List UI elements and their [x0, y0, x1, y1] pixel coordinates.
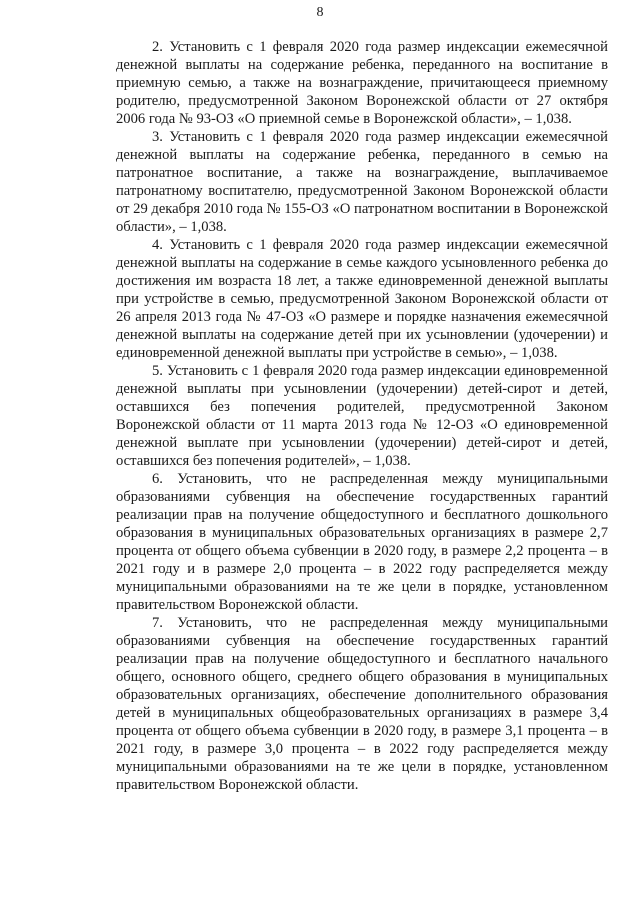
paragraph-6: 6. Установить, что не распределенная между муниципальными образованиями субвенция на обеспечение государственных гарантий реализации прав на получение общедоступного и бесплатного дошкольного образования в муниципальных образовательных организациях в размере 2,7 процента от общего объема субвенции в 2020 году, в размере 2,2 процента – в 2021 году и в размере 2,0 процента – в 2022 году распределяется между муниципальными образованиями на те же цели в порядке, установленном правительством Воронежской области.: [116, 471, 608, 613]
paragraph-7: 7. Установить, что не распределенная между муниципальными образованиями субвенция на обеспечение государственных гарантий реализации прав на получение общедоступного и бесплатного начального общего, основного общего, среднего общего образования в муниципальных образовательных организациях, обеспечение дополнительного образования детей в муниципальных общеобразовательных организациях в размере 3,4 процента от общего объема субвенции в 2020 году, в размере 3,1 процента – в 2021 году, в размере 3,0 процента – в 2022 году распределяется между муниципальными образованиями на те же цели в порядке, установленном правительством Воронежской области.: [116, 615, 608, 793]
paragraph-5: 5. Установить с 1 февраля 2020 года размер индексации единовременной денежной выплаты при усыновлении (удочерении) детей-сирот и детей, оставшихся без попечения родителей, предусмотренной Законом Воронежской области от 11 марта 2013 года № 12-ОЗ «О единовременной денежной выплате при усыновлении (удочерении) детей-сирот и детей, оставшихся без попечения родителей», – 1,038.: [116, 363, 608, 469]
paragraph-2: 2. Установить с 1 февраля 2020 года размер индексации ежемесячной денежной выплаты на содержание ребенка, переданного на воспитание в приемную семью, а также на вознаграждение, причитающееся приемному родителю, предусмотренной Законом Воронежской области от 27 октября 2006 года № 93-ОЗ «О приемной семье в Воронежской области», – 1,038.: [116, 39, 608, 127]
document-body: [116, 38, 608, 794]
paragraph-4: 4. Установить с 1 февраля 2020 года размер индексации ежемесячной денежной выплаты на содержание в семье каждого усыновленного ребенка до достижения им возраста 18 лет, а также единовременной денежной выплаты при устройстве в семью, предусмотренной Законом Воронежской области от 26 апреля 2013 года № 47-ОЗ «О размере и порядке назначения ежемесячной денежной выплаты на содержание детей при их усыновлении (удочерении) и единовременной денежной выплаты при устройстве в семью», – 1,038.: [116, 237, 608, 361]
page-number: 8: [316, 5, 324, 20]
paragraph-3: 3. Установить с 1 февраля 2020 года размер индексации ежемесячной денежной выплаты на содержание ребенка, переданного в семью на патронатное воспитание, а также на вознаграждение, выплачиваемое патронатному воспитателю, предусмотренной Законом Воронежской области от 29 декабря 2010 года № 155-ОЗ «О патронатном воспитании в Воронежской области», – 1,038.: [116, 129, 608, 235]
